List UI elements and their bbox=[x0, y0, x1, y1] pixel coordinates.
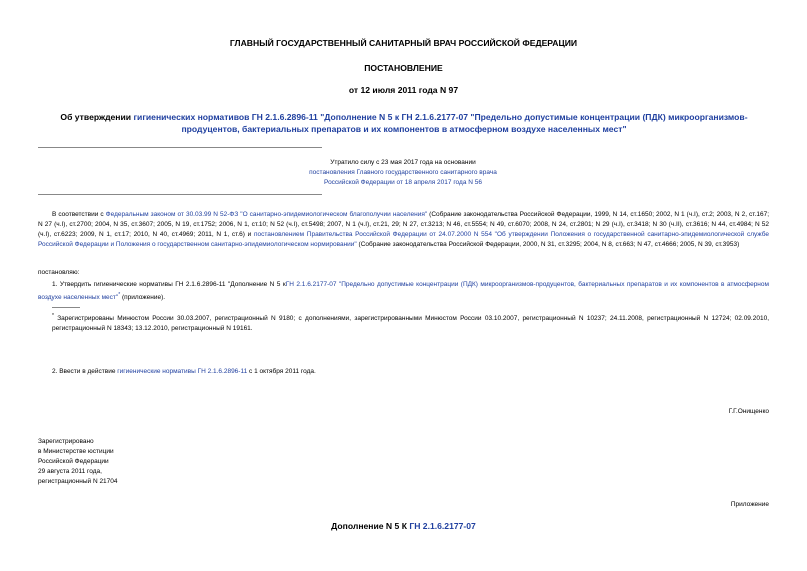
issuing-authority: ГЛАВНЫЙ ГОСУДАРСТВЕННЫЙ САНИТАРНЫЙ ВРАЧ РОССИЙСКОЙ ФЕДЕРАЦИИ bbox=[229, 38, 578, 48]
status-line: Утратило силу с 23 мая 2017 года на основании bbox=[330, 159, 476, 166]
federal-law-link[interactable]: Федеральным законом от 30.03.99 N 52-ФЗ "О санитарно-эпидемиологическом благополучии населения" bbox=[105, 211, 428, 218]
decree-item-text: 2. Ввести в действие bbox=[52, 368, 118, 375]
registration-line: регистрационный N 21704 bbox=[38, 478, 118, 485]
decree-item-text: 1. Утвердить гигиенические нормативы ГН 2.1.6.2896-11 "Дополнение N 5 к bbox=[52, 281, 286, 288]
preamble-text: (Собрание законодательства Российской Федерации, 2000, N 31, ст.3295; 2004, N 8, ст.663; N 47, ст.4666; 2005, N 39, ст.3953) bbox=[356, 241, 740, 248]
footnote bbox=[52, 311, 769, 334]
appendix-heading-text: Дополнение N 5 К bbox=[331, 521, 410, 531]
footnote-ref[interactable]: * bbox=[118, 292, 121, 298]
decree-item-text: с 1 октября 2011 года. bbox=[247, 368, 316, 375]
normative-link[interactable]: гигиенические нормативы ГН 2.1.6.2896-11 bbox=[117, 368, 248, 375]
title-link[interactable]: гигиенических нормативов ГН 2.1.6.2896-11 "Дополнение N 5 к ГН 2.1.6.2177-07 "Предельно допустимые концентрации (ПДК) микроорганизмов-продуцентов, бактериальных препаратов и их компонентов в атмосферном воздухе населенных мест" bbox=[133, 112, 748, 134]
preamble-paragraph bbox=[38, 210, 769, 250]
document-date-number: от 12 июля 2011 года N 97 bbox=[348, 85, 459, 95]
appendix-label: Приложение bbox=[730, 501, 769, 508]
footnote-divider bbox=[52, 307, 80, 308]
registration-line: 29 августа 2011 года, bbox=[38, 468, 102, 475]
appendix-heading bbox=[0, 521, 807, 531]
registration-line: Российской Федерации bbox=[38, 458, 109, 465]
registration-block bbox=[38, 437, 118, 487]
status-link-line[interactable]: Российской Федерации от 18 апреля 2017 года N 56 bbox=[324, 179, 482, 186]
document-title bbox=[44, 111, 764, 135]
registration-line: в Министерстве юстиции bbox=[38, 448, 114, 455]
normative-link[interactable]: ГН 2.1.6.2177-07 "Предельно допустимые концентрации (ПДК) микроорганизмов-продуцентов, бактериальных препаратов и их компонентов в атмосферном воздухе населенных мест" bbox=[38, 281, 769, 302]
decree-item-1 bbox=[38, 280, 769, 303]
government-decree-link[interactable]: постановлением Правительства Российской Федерации от 24.07.2000 N 554 "Об утверждении Положения о государственной санитарно-эпидемиологической службе Российской Федерации и Положения о государственном санитарно-эпидемиологическом нормировании" bbox=[38, 231, 769, 248]
footnote-text: Зарегистрированы Минюстом России 30.03.2007, регистрационный N 9180; с дополнениями, зарегистрированными Минюстом России 03.10.2007, регистрационный N 10237; 24.11.2008, регистрационный N 12724; 02.09.2010, регистрационный N 18343; 13.12.2010, регистрационный N 19161. bbox=[52, 315, 769, 333]
appendix-heading-link[interactable]: ГН 2.1.6.2177-07 bbox=[409, 521, 476, 531]
footnote-mark: * bbox=[52, 313, 54, 319]
status-note bbox=[243, 158, 563, 188]
divider-top bbox=[38, 147, 322, 148]
registration-line: Зарегистрировано bbox=[38, 438, 94, 445]
decree-label: постановляю: bbox=[38, 269, 80, 276]
status-link-line[interactable]: постановления Главного государственного санитарного врача bbox=[309, 169, 497, 176]
signature: Г.Г.Онищенко bbox=[728, 408, 769, 415]
title-prefix: Об утверждении bbox=[60, 112, 134, 122]
preamble-text: В соответствии с bbox=[52, 211, 106, 218]
preamble-text: (Собрание законодательства Российской Федерации, 1999, N 14, ст.1650; 2002, N 1 (ч.I), ст.2; 2003, N 2, ст.167; N 27 (ч.I), ст.2700; 2004, N 35, ст.3607; 2005, N 19, ст.1752; 2006, N 1, ст.10; N 52 (ч.I), ст.5498; 2007, N 1 (ч.I), ст.21, 29; N 27, ст.3213; N 46, ст.5554; N 49, ст.6070; 2008, N 24, ст.2801; N 29 (ч.I), ст.3418; N 30 (ч.II), ст.3616; N 44, ст.4984; N 52 (ч.I), ст.6223; 2009, N 1, ст.17; 2010, N 40, ст.4969; 2011, N 1, ст.6) и bbox=[38, 211, 770, 238]
decree-item-2 bbox=[52, 367, 316, 377]
document-type: ПОСТАНОВЛЕНИЕ bbox=[364, 63, 443, 73]
divider-bottom bbox=[38, 194, 322, 195]
decree-item-text: (приложение). bbox=[120, 294, 166, 302]
